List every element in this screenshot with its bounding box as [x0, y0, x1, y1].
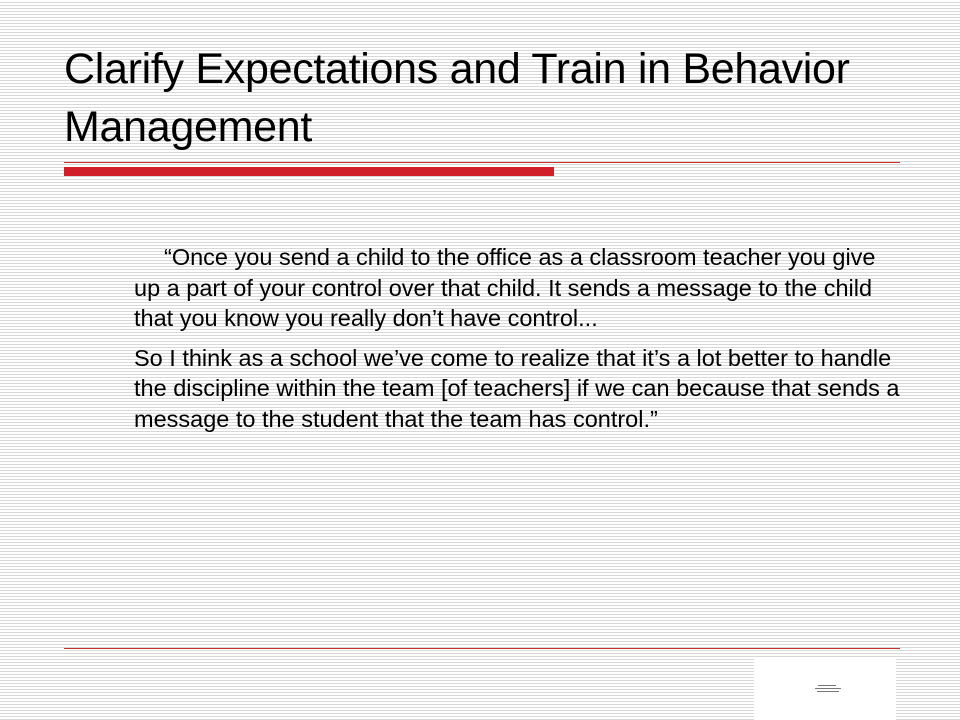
footer-divider-line	[64, 648, 900, 649]
logo-icon	[815, 685, 841, 693]
title-accent-bar	[64, 167, 554, 176]
corner-panel	[754, 658, 896, 720]
slide-title: Clarify Expectations and Train in Behavior Management	[64, 45, 850, 151]
title-divider-line	[64, 162, 900, 163]
quote-block	[134, 242, 904, 434]
quote-paragraph-1: “Once you send a child to the office as a classroom teacher you give up a part of your control over that child. It sends a message to the child that you know you really don’t have control...	[134, 244, 876, 331]
quote-paragraph-2: So I think as a school we’ve come to realize that it’s a lot better to handle the discipline within the team [of teachers] if we can because that sends a message to the student that the team has control.”	[134, 344, 900, 432]
